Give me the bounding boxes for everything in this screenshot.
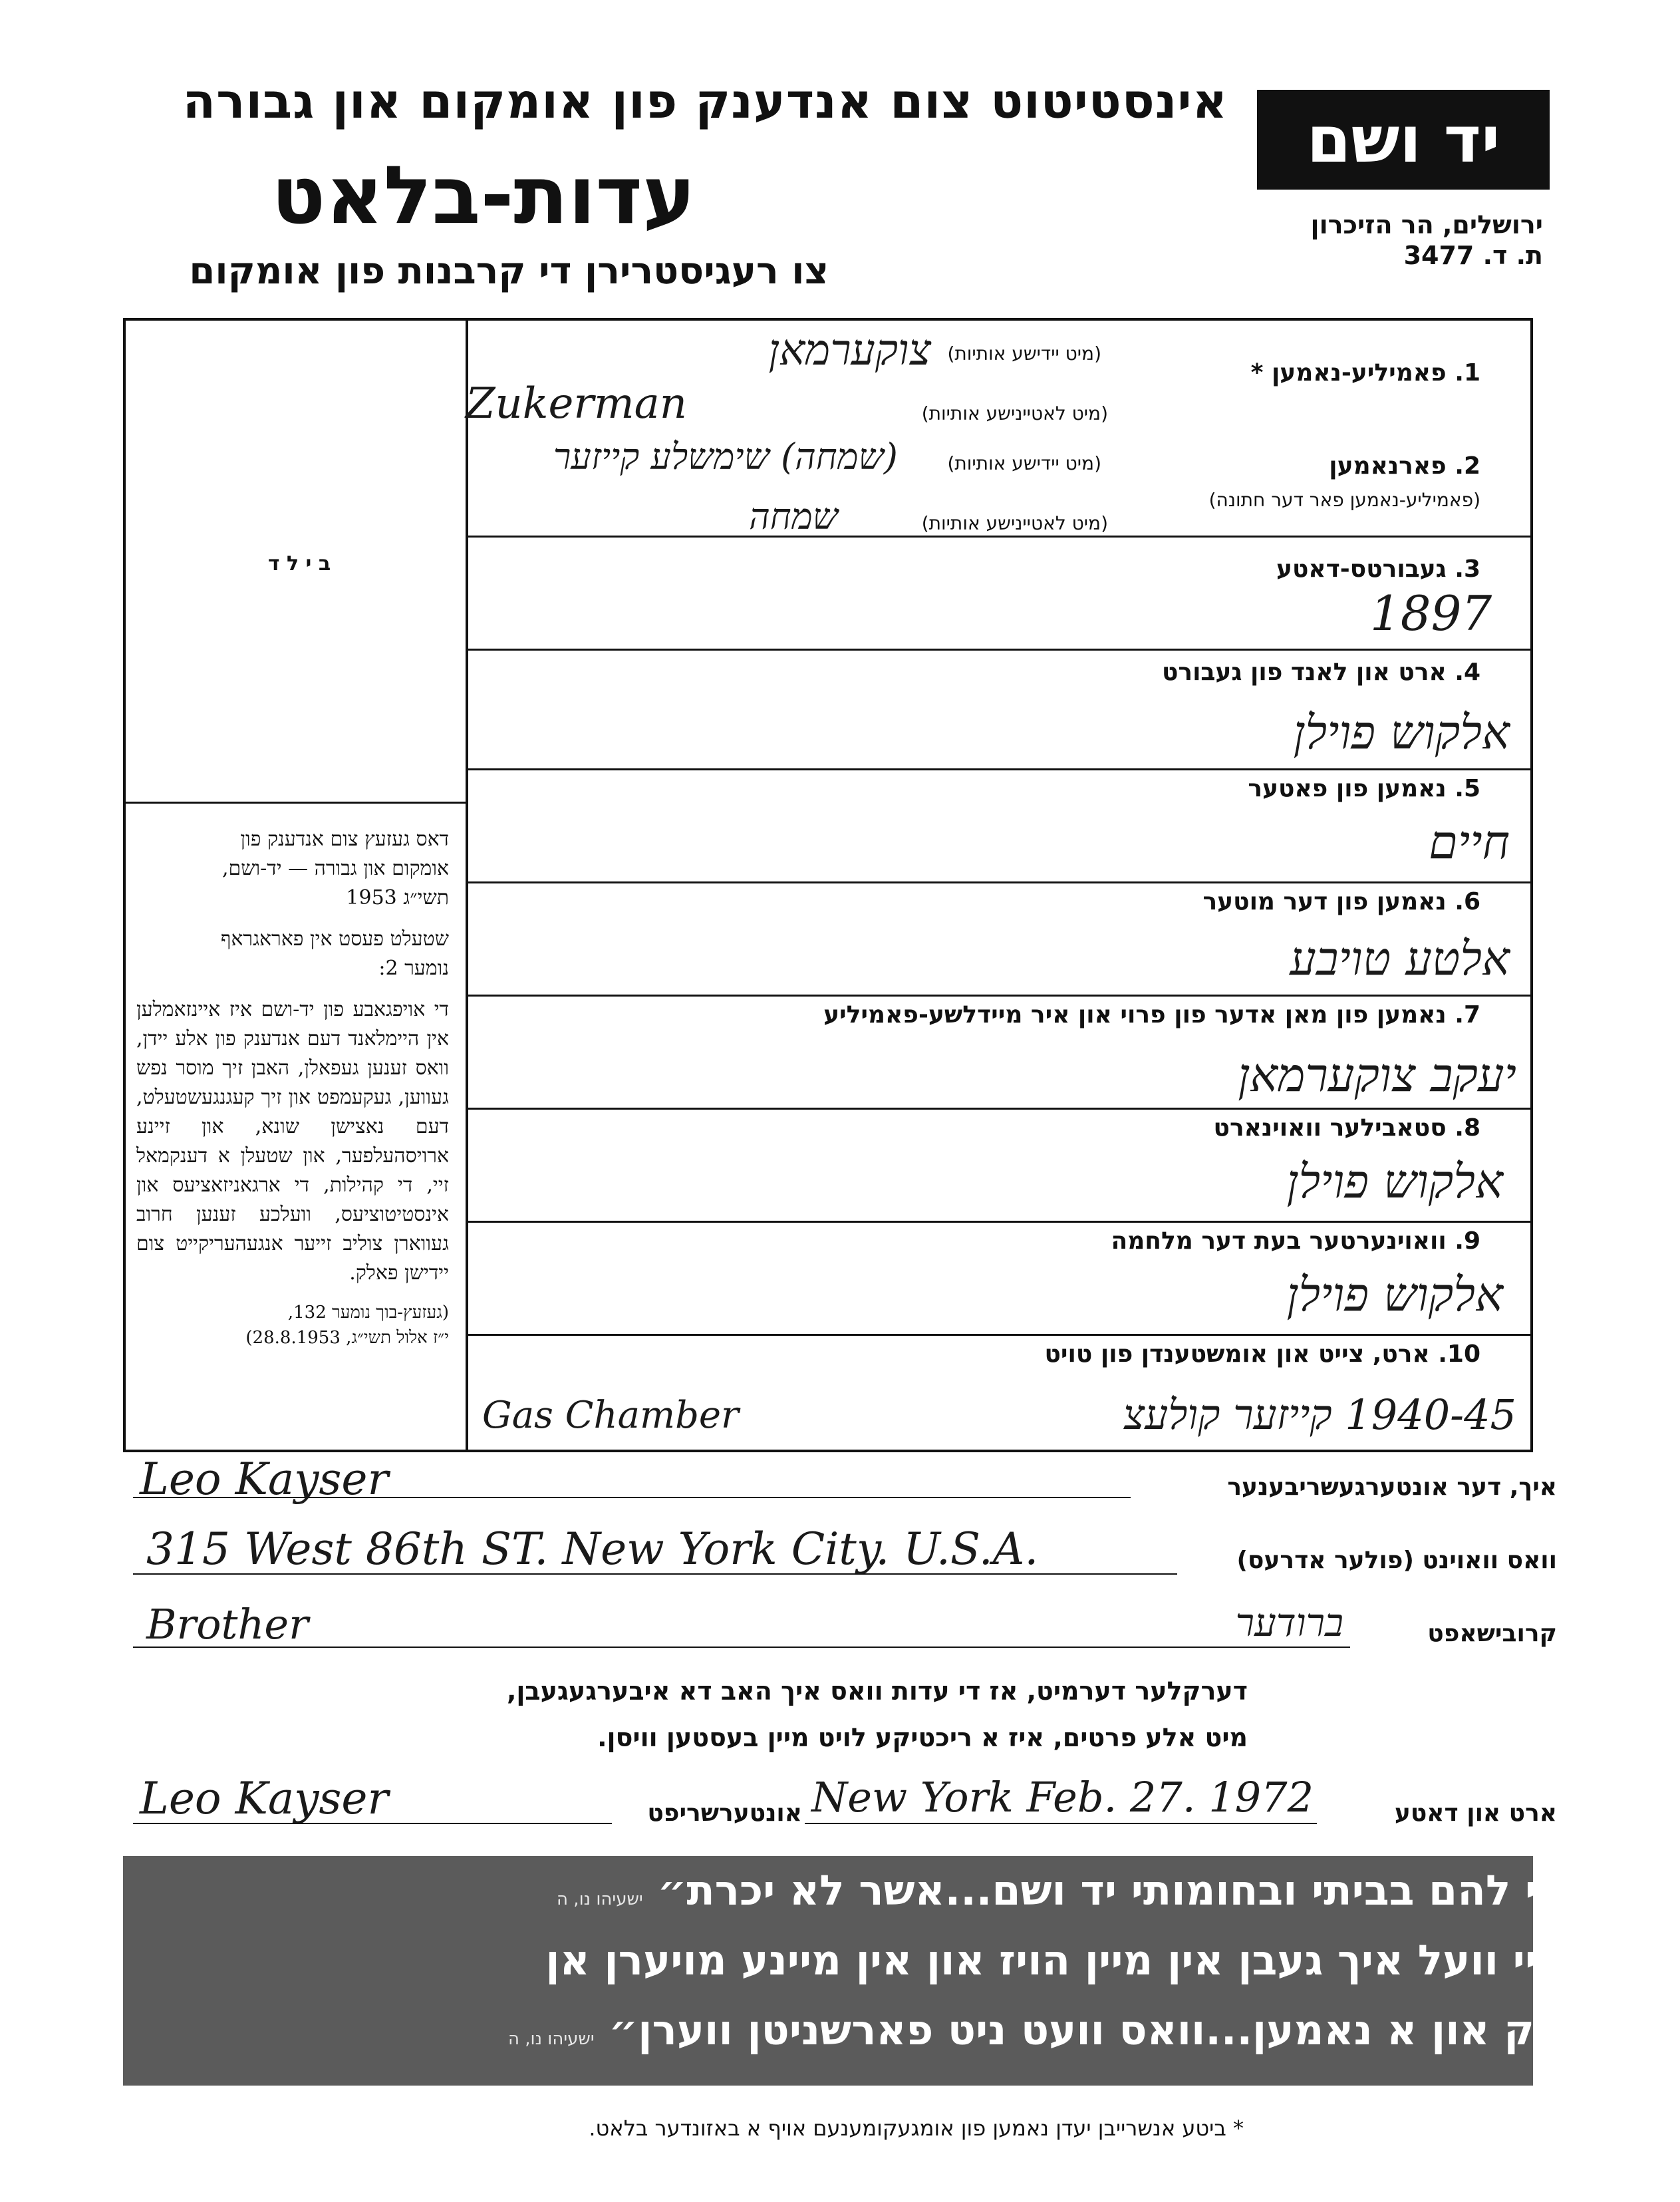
declaration-line-1: דערקלער דערמיט, אז די עדות וואס איך האב דא איבערגעגעבן,: [506, 1676, 1248, 1706]
field-7-value[interactable]: יעקב צוקערמאן: [1238, 1048, 1516, 1102]
place-date-value[interactable]: New York Feb. 27. 1972: [811, 1773, 1314, 1821]
field-2-value-latin[interactable]: שמחה: [749, 496, 838, 538]
signature-label: אונטערשריפט: [647, 1800, 802, 1827]
submitter-address-label: וואס וואוינט (פולער אדרעס): [1236, 1547, 1557, 1574]
field-5-value[interactable]: חיים: [1429, 815, 1510, 869]
field-1-value-yiddish[interactable]: צוקערמאן: [768, 326, 931, 375]
field-9-label: 9. וואוינערטער בעת דער מלחמה: [1111, 1227, 1480, 1255]
photo-placeholder-label: ב י ל ד: [267, 552, 331, 575]
row-divider: [466, 536, 1533, 538]
field-7-label: 7. נאמען פון מאן אדער פון פרוי און איר מיידלשע-פאמיליע: [823, 1001, 1480, 1028]
banner-reference-3: ישעיהו נו, ה: [507, 2029, 595, 2049]
row-divider: [466, 768, 1533, 770]
field-1-label: 1. פאמיליע-נאמען *: [1250, 359, 1480, 387]
submitter-address-value[interactable]: 315 West 86th ST. New York City. U.S.A.: [146, 1523, 1039, 1575]
field-4-value[interactable]: אלקוש פוילן: [1293, 705, 1510, 760]
banner-line-1: „ונתתי להם בביתי ובחומותי יד ושם...אשר לא יכרת״ ישעיהו נו, ה: [557, 1866, 1653, 1915]
submitter-relation-value-yiddish[interactable]: ברודער: [1235, 1600, 1343, 1645]
field-2-yiddish-hint: (מיט יידישע אותיות): [947, 452, 1101, 474]
field-1-value-latin[interactable]: Zukerman: [466, 379, 687, 428]
submitter-relation-value[interactable]: Brother: [146, 1600, 309, 1649]
signature-value[interactable]: Leo Kayser: [140, 1773, 389, 1824]
row-divider: [466, 995, 1533, 997]
row-divider: [466, 1108, 1533, 1110]
row-divider: [466, 649, 1533, 651]
banner-reference-1: ישעיהו נו, ה: [557, 1889, 643, 1909]
banner-line-3: אנדענק און א נאמען...וואס וועט ניט פארשניטן ווערן״ ישעיהו נו, ה: [507, 2006, 1653, 2054]
institute-address: ירושלים, הר הזיכרון ת. ד. 3477: [1310, 210, 1543, 270]
yad-vashem-logo: יד ושם: [1257, 90, 1550, 190]
place-date-label: ארט און דאטע: [1394, 1800, 1557, 1827]
field-10-value[interactable]: 1940-45 קייזער קולעצ: [1123, 1390, 1516, 1439]
submitter-name-value[interactable]: Leo Kayser: [140, 1454, 389, 1505]
field-8-value[interactable]: אלקוש פוילן: [1286, 1154, 1503, 1209]
field-3-label: 3. געבורטס-דאטע: [1276, 555, 1480, 583]
field-2-note: (פאמיליע-נאמען פאר דער חתונה): [1208, 489, 1480, 511]
field-10-label: 10. ארט, צייט און אומשטענדן פון טויט: [1044, 1340, 1480, 1368]
submitter-name-label: איך, דער אונטערגעשריבענער: [1227, 1474, 1557, 1501]
submitter-relation-label: קרובישאפט: [1427, 1620, 1557, 1647]
field-4-label: 4. ארט און לאנד פון געבורט: [1161, 659, 1480, 686]
field-8-label: 8. סטאבילער וואוינארט: [1213, 1114, 1480, 1142]
field-1-yiddish-hint: (מיט יידישע אותיות): [947, 343, 1101, 365]
field-3-value[interactable]: 1897: [1370, 585, 1492, 641]
footnote: * ביטע אנשרייבן יעדן נאמען פון אומגעקומענעם אויף א באזונדער בלאט.: [589, 2116, 1244, 2141]
field-2-value-yiddish[interactable]: (שמחה) שימשלע קייזער: [553, 436, 898, 478]
field-6-label: 6. נאמען פון דער מוטער: [1202, 888, 1480, 915]
photo-box-divider: [123, 802, 466, 804]
field-2-latin-hint: (מיט לאטיינישע אותיות): [921, 512, 1108, 534]
column-divider: [466, 318, 468, 1452]
law-note: דאס געזעץ צום אנדענק פון אומקום און גבורה — יד-ושם, תשי״ג 1953 שטעלט פעסט אין פאראגראף נומער 2: די אויפגאבע פון יד-ושם איז איינזאמלען אין היימלאנד דעם אנדענק פון אלע יידן, וואס זענען געפאלן, האבן זיך מוסר נפש געווען, געקעמפט און זיך קעגנגעשטעלט, דעם נאצישן שונא, און זיינע ארויסהעלפער, און שטעלן א דענקמאל זיי, די קהילות, די ארגאניזאציעס און אינסטיטוציעס, וועלכע זענען חרוב געווארן צוליב זייער אנגעהעריקייט צום יידישן פאלק. (געזעץ-בוך נומער 132, י״ז אלול תשי״ג, 28.8.1953): [136, 828, 449, 1348]
field-2-label: 2. פארנאמען: [1329, 452, 1480, 480]
banner-line-2: „און זיי וועל איך געבן אין מיין הויז און אין מיינע מויערן אן: [545, 1936, 1653, 1984]
field-10-value-latin[interactable]: Gas Chamber: [482, 1394, 739, 1437]
institute-title: אינסטיטוט צום אנדענק פון אומקום און גבורה: [182, 73, 1228, 129]
page-title: עדות-בלאט: [271, 150, 696, 242]
field-6-value[interactable]: אלטע טויבע: [1290, 931, 1510, 986]
field-9-value[interactable]: אלקוש פוילן: [1286, 1267, 1503, 1322]
row-divider: [466, 881, 1533, 883]
field-5-label: 5. נאמען פון פאטער: [1248, 775, 1480, 802]
field-1-latin-hint: (מיט לאטיינישע אותיות): [921, 402, 1108, 424]
row-divider: [466, 1221, 1533, 1223]
page-subtitle: צו רעגיסטרירן די קרבנות פון אומקום: [189, 249, 829, 293]
row-divider: [466, 1334, 1533, 1336]
declaration-line-2: מיט אלע פרטים, איז א ריכטיקע לויט מיין בעסטען וויסן.: [597, 1723, 1248, 1752]
